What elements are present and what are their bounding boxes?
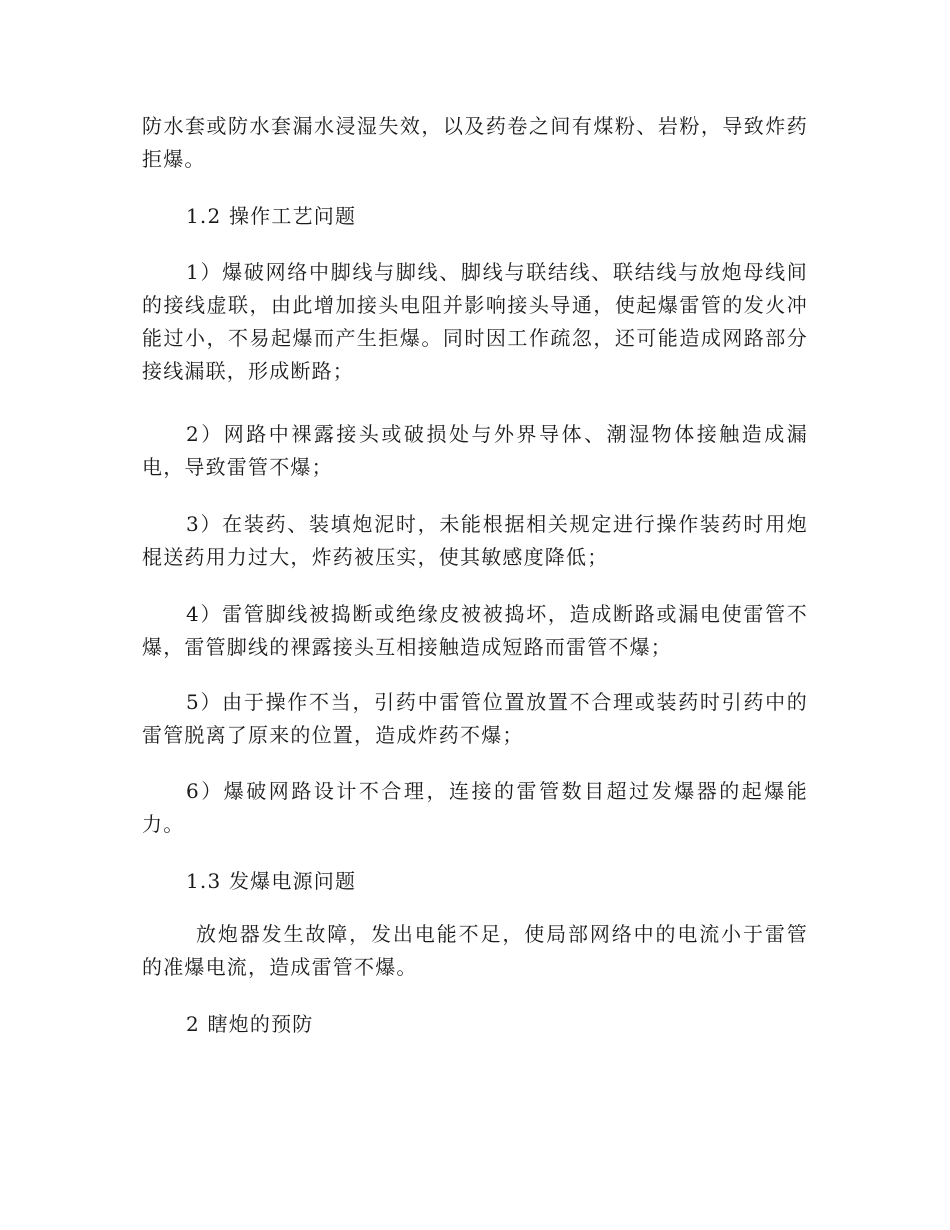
section-heading-2: 2 瞎炮的预防 <box>186 1012 314 1036</box>
paragraph-item-6: 6）爆破网路设计不合理，连接的雷管数目超过发爆器的起爆能力。 <box>142 779 808 836</box>
paragraph-item-3: 3）在装药、装填炮泥时，未能根据相关规定进行操作装药时用炮棍送药用力过大，炸药被压实，使其敏感度降低； <box>142 512 808 569</box>
paragraph-continuation: 防水套或防水套漏水浸湿失效，以及药卷之间有煤粉、岩粉，导致炸药拒爆。 <box>142 114 808 171</box>
paragraph-item-1: 1）爆破网络中脚线与脚线、脚线与联结线、联结线与放炮母线间的接线虚联，由此增加接头电阻并影响接头导通，使起爆雷管的发火冲能过小，不易起爆而产生拒爆。同时因工作疏忽，还可能造成网路部分接线漏联，形成断路； <box>142 260 808 383</box>
paragraph-item-4: 4）雷管脚线被捣断或绝缘皮被被捣坏，造成断路或漏电使雷管不爆，雷管脚线的裸露接头互相接触造成短路而雷管不爆； <box>142 602 808 659</box>
section-heading-1-3: 1.3 发爆电源问题 <box>186 869 357 893</box>
paragraph-item-5: 5）由于操作不当，引药中雷管位置放置不合理或装药时引药中的雷管脱离了原来的位置，造成炸药不爆； <box>142 690 808 747</box>
paragraph-item-2: 2）网路中裸露接头或破损处与外界导体、潮湿物体接触造成漏电，导致雷管不爆； <box>142 422 808 479</box>
paragraph-power-source: 放炮器发生故障，发出电能不足，使局部网络中的电流小于雷管的准爆电流，造成雷管不爆。 <box>142 922 808 979</box>
section-heading-1-2: 1.2 操作工艺问题 <box>186 204 357 228</box>
